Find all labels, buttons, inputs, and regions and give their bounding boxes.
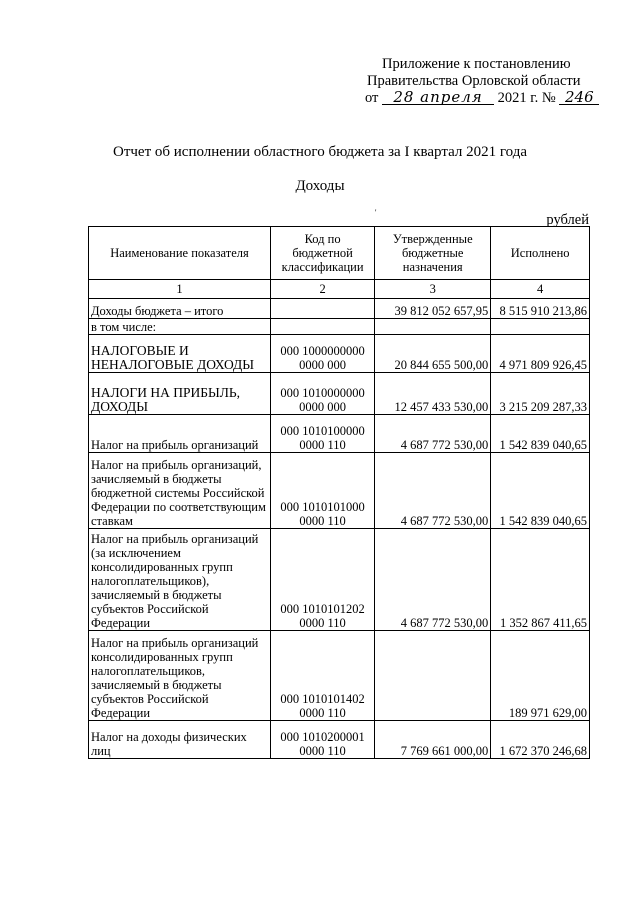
from-label: от (365, 90, 379, 106)
table-row (89, 721, 590, 759)
row-approved: 20 844 655 500,00 (375, 335, 491, 373)
row-executed (491, 319, 590, 335)
row-approved: 4 687 772 530,00 (375, 453, 491, 529)
handwritten-number: 246 (559, 90, 599, 105)
row-executed: 8 515 910 213,86 (491, 299, 590, 319)
header-year: 2021 г. № (497, 90, 556, 106)
row-code: 000 1010101402 0000 110 (271, 631, 375, 721)
row-code (271, 319, 375, 335)
stray-mark: ' (375, 208, 377, 217)
row-executed: 3 215 209 287,33 (491, 373, 590, 415)
row-executed: 1 542 839 040,65 (491, 453, 590, 529)
income-table (88, 226, 590, 759)
report-title: Отчет об исполнении областного бюджета за I квартал 2021 года (112, 144, 527, 160)
row-code (271, 299, 375, 319)
handwritten-date: 28 апреля (382, 90, 494, 105)
row-code: 000 1010200001 0000 110 (271, 721, 375, 759)
table-row (89, 335, 590, 373)
column-number: 4 (491, 280, 590, 299)
header-approved: Утвержденные бюджетные назначения (375, 227, 491, 280)
header-name: Наименование показателя (89, 227, 271, 280)
row-name: Налог на доходы физических лиц (89, 721, 271, 759)
row-approved: 7 769 661 000,00 (375, 721, 491, 759)
row-approved: 4 687 772 530,00 (375, 529, 491, 631)
table-row (89, 631, 590, 721)
table-row (89, 415, 590, 453)
row-code: 000 1010101202 0000 110 (271, 529, 375, 631)
column-number-row (89, 280, 590, 299)
row-executed: 4 971 809 926,45 (491, 335, 590, 373)
column-number: 2 (271, 280, 375, 299)
row-name: НАЛОГОВЫЕ И НЕНАЛОГОВЫЕ ДОХОДЫ (89, 335, 271, 373)
table-row (89, 319, 590, 335)
row-name: Налог на прибыль организаций (89, 415, 271, 453)
row-executed: 189 971 629,00 (491, 631, 590, 721)
row-name: в том числе: (89, 319, 271, 335)
row-code: 000 1010000000 0000 000 (271, 373, 375, 415)
row-code: 000 1010101000 0000 110 (271, 453, 375, 529)
header-line-1: Приложение к постановлению (382, 56, 571, 72)
row-approved (375, 319, 491, 335)
column-number: 1 (89, 280, 271, 299)
table-row (89, 453, 590, 529)
table-header-row (89, 227, 590, 280)
header-executed: Исполнено (491, 227, 590, 280)
table-row (89, 529, 590, 631)
table-row (89, 373, 590, 415)
row-name: Налог на прибыль организаций, зачисляемый в бюджеты бюджетной системы Российской Федерации по соответствующим ставкам (89, 453, 271, 529)
header-line-3 (365, 90, 605, 107)
row-name: НАЛОГИ НА ПРИБЫЛЬ, ДОХОДЫ (89, 373, 271, 415)
row-name: Доходы бюджета – итого (89, 299, 271, 319)
units-label: рублей (546, 212, 589, 228)
row-code: 000 1010100000 0000 110 (271, 415, 375, 453)
header-line-2: Правительства Орловской области (367, 73, 581, 89)
row-executed: 1 542 839 040,65 (491, 415, 590, 453)
document-header (365, 56, 605, 107)
row-approved: 12 457 433 530,00 (375, 373, 491, 415)
row-executed: 1 672 370 246,68 (491, 721, 590, 759)
table-row (89, 299, 590, 319)
row-executed: 1 352 867 411,65 (491, 529, 590, 631)
row-code: 000 1000000000 0000 000 (271, 335, 375, 373)
row-name: Налог на прибыль организаций консолидированных групп налогоплательщиков, зачисляемый в бюджеты субъектов Российской Федерации (89, 631, 271, 721)
header-code: Код по бюджетной классификации (271, 227, 375, 280)
row-approved: 4 687 772 530,00 (375, 415, 491, 453)
row-name: Налог на прибыль организаций (за исключением консолидированных групп налогоплательщиков), зачисляемый в бюджеты субъектов Российской Федерации (89, 529, 271, 631)
column-number: 3 (375, 280, 491, 299)
row-approved (375, 631, 491, 721)
row-approved: 39 812 052 657,95 (375, 299, 491, 319)
report-subtitle: Доходы (295, 178, 345, 194)
